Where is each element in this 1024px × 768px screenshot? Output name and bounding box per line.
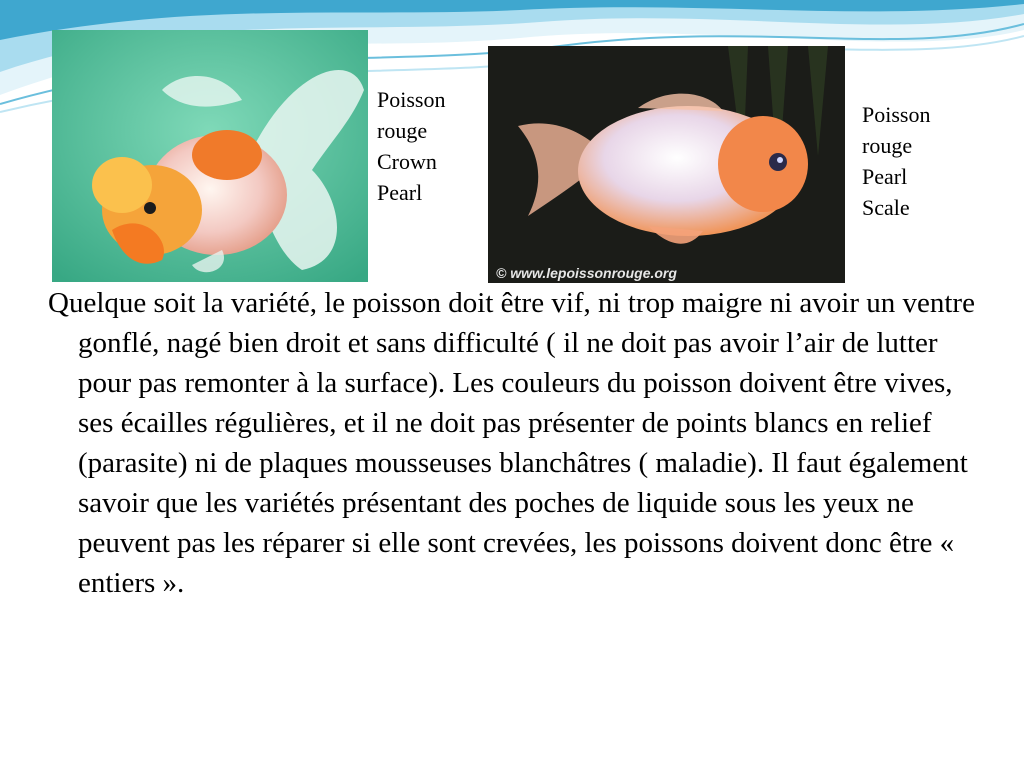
crown-pearl-caption: Poisson rouge Crown Pearl	[377, 87, 446, 205]
pearl-scale-goldfish-image	[488, 46, 845, 283]
pearl-scale-caption: Poisson rouge Pearl Scale	[862, 102, 931, 220]
crown-pearl-goldfish-image	[52, 30, 368, 282]
main-paragraph: Quelque soit la variété, le poisson doit être vif, ni trop maigre ni avoir un ventre gonflé, nagé bien droit et sans difficulté ( il ne doit pas avoir l’air de lutter pour pas remonter à la surface). Les couleurs du poisson doivent être vives, ses écailles régulières, et il ne doit pas présenter de points blancs en relief (parasite) ni de plaques mousseuses blanchâtres ( maladie). Il faut également savoir que les variétés présentant des poches de liquide sous les yeux ne peuvent pas les réparer si elle sont crevées, les poissons doivent donc être « entiers ».	[48, 287, 975, 599]
image-watermark: © www.lepoissonrouge.org	[496, 265, 677, 281]
